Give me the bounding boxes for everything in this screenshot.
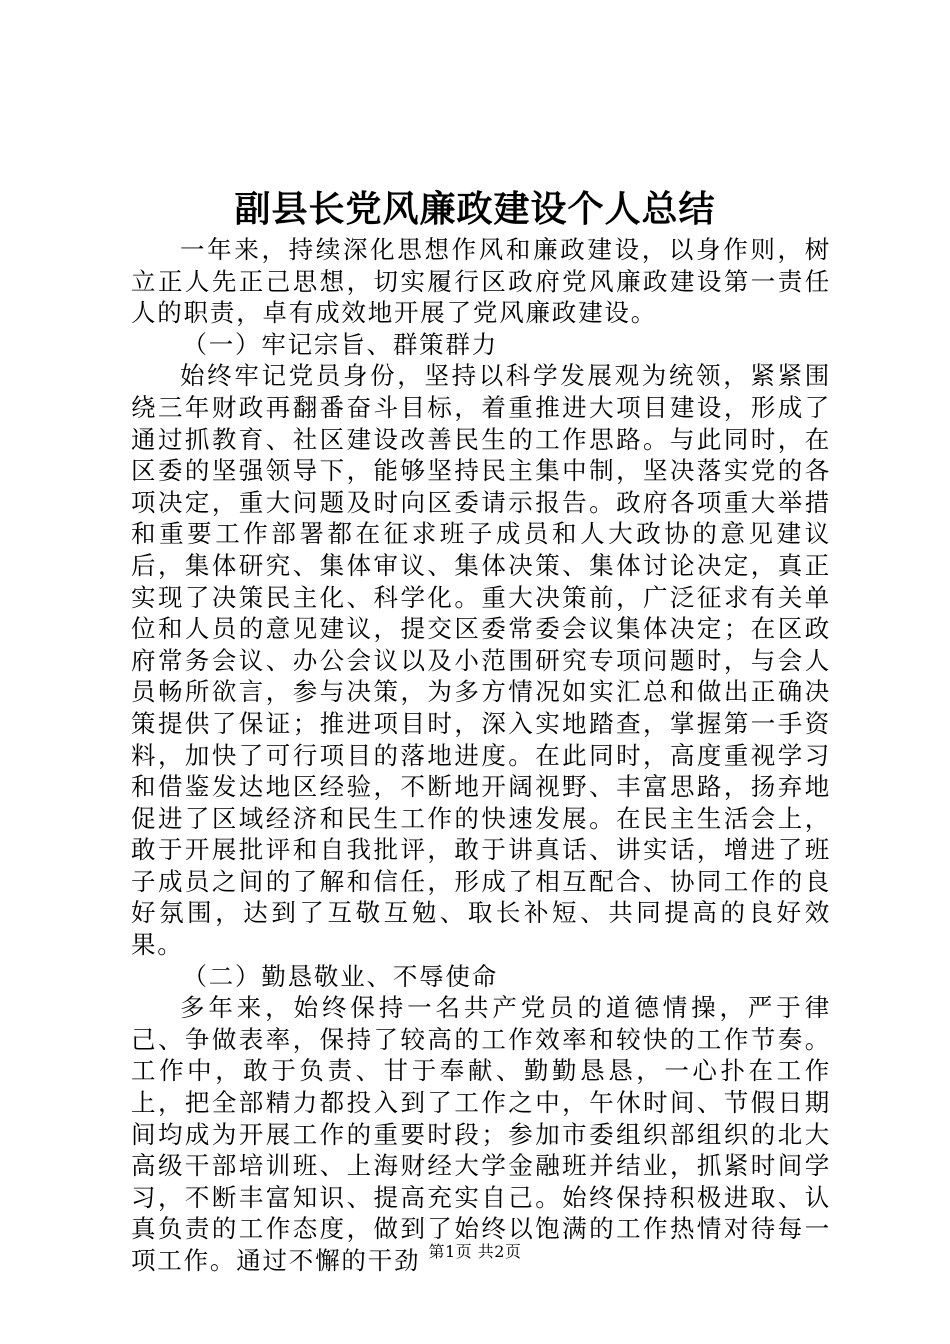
document-body [131, 234, 831, 1277]
section-heading-1: （一）牢记宗旨、群策群力 [182, 329, 499, 359]
intro-paragraph: 一年来，持续深化思想作风和廉政建设，以身作则，树立正人先正己思想，切实履行区政府党风廉政建设第一责任人的职责，卓有成效地开展了党风廉政建设。 [131, 235, 831, 328]
section-1-paragraph: 始终牢记党员身份，坚持以科学发展观为统领，紧紧围绕三年财政再翻番奋斗目标，着重推进大项目建设，形成了通过抓教育、社区建设改善民生的工作思路。与此同时，在区委的坚强领导下，能够坚持民主集中制，坚决落实党的各项决定，重大问题及时向区委请示报告。政府各项重大举措和重要工作部署都在征求班子成员和人大政协的意见建议后，集体研究、集体审议、集体决策、集体讨论决定，真正实现了决策民主化、科学化。重大决策前，广泛征求有关单位和人员的意见建议，提交区委常委会议集体决定；在区政府常务会议、办公会议以及小范围研究专项问题时，与会人员畅所欲言，参与决策，为多方情况如实汇总和做出正确决策提供了保证；推进项目时，深入实地踏查，掌握第一手资料，加快了可行项目的落地进度。在此同时，高度重视学习和借鉴发达地区经验，不断地开阔视野、丰富思路，扬弃地促进了区域经济和民生工作的快速发展。在民主生活会上，敢于开展批评和自我批评，敢于讲真话、讲实话，增进了班子成员之间的了解和信任，形成了相互配合、协同工作的良好氛围，达到了互敬互勉、取长补短、共同提高的良好效果。 [131, 361, 831, 960]
page-number-footer: 第1页 共2页 [428, 1242, 522, 1261]
document-title: 副县长党风廉政建设个人总结 [234, 188, 716, 230]
section-2-paragraph: 多年来，始终保持一名共产党员的道德情操，严于律己、争做表率，保持了较高的工作效率和较快的工作节奏。工作中，敢于负责、甘于奉献、勤勤恳恳，一心扑在工作上，把全部精力都投入到了工作之中，午休时间、节假日期间均成为开展工作的重要时段；参加市委组织部组织的北大高级干部培训班、上海财经大学金融班并结业，抓紧时间学习，不断丰富知识、提高充实自己。始终保持积极进取、认真负责的工作态度，做到了始终以饱满的工作热情对待每一项工作。通过不懈的干劲 [131, 993, 831, 1275]
section-heading-2: （二）勤恳敬业、不辱使命 [182, 961, 499, 991]
